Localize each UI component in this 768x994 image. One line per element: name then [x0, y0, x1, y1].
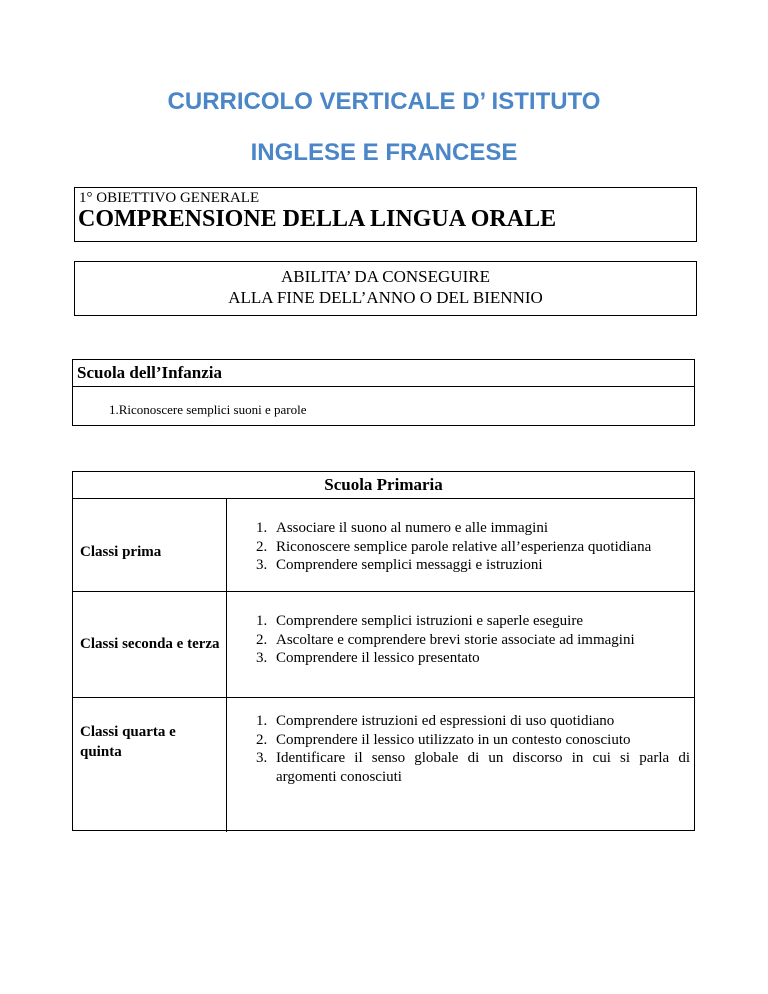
- document-title: CURRICOLO VERTICALE D’ ISTITUTO: [167, 88, 601, 115]
- abilities-line-1: ABILITA’ DA CONSEGUIRE: [281, 267, 490, 286]
- objective-name: COMPRENSIONE DELLA LINGUA ORALE: [78, 206, 557, 232]
- primaria-heading: Scuola Primaria: [73, 472, 694, 499]
- infanzia-table: [72, 359, 695, 426]
- list-item: 1. Associare il suono al numero e alle immagini: [256, 520, 549, 536]
- row-label-quarta-quinta: Classi quarta e quinta: [80, 724, 176, 760]
- row-list-prima: [256, 519, 690, 575]
- list-item: 3. Comprendere semplici messaggi e istruzioni: [256, 557, 543, 573]
- abilities-line-2: ALLA FINE DELL’ANNO O DEL BIENNIO: [228, 288, 543, 307]
- list-item: 2. Riconoscere semplice parole relative all’esperienza quotidiana: [256, 538, 652, 555]
- infanzia-item: 1.Riconoscere semplici suoni e parole: [109, 402, 307, 417]
- row-list-seconda-terza: [256, 612, 690, 668]
- list-item: 3. Comprendere il lessico presentato: [256, 650, 480, 666]
- document-subtitle: INGLESE E FRANCESE: [250, 139, 518, 166]
- objective-label: 1° OBIETTIVO GENERALE: [79, 190, 260, 206]
- list-item: 1. Comprendere istruzioni ed espressioni di uso quotidiano: [256, 713, 615, 729]
- list-item: 3. Identificare il senso globale di un discorso in cui si parla di argomenti conosciuti: [256, 750, 690, 785]
- infanzia-heading: Scuola dell’Infanzia: [73, 360, 694, 387]
- list-item: 2. Comprendere il lessico utilizzato in un contesto conosciuto: [256, 731, 631, 748]
- row-divider: [73, 697, 694, 698]
- column-divider: [226, 499, 227, 832]
- row-list-quarta-quinta: [256, 712, 690, 786]
- objective-box: [74, 187, 697, 242]
- primaria-table: [72, 471, 695, 831]
- row-label-prima: Classi prima: [80, 544, 162, 560]
- row-divider: [73, 591, 694, 592]
- abilities-box: [74, 261, 697, 316]
- list-item: 2. Ascoltare e comprendere brevi storie associate ad immagini: [256, 631, 635, 648]
- row-label-seconda-terza: Classi seconda e terza: [80, 636, 220, 652]
- list-item: 1. Comprendere semplici istruzioni e saperle eseguire: [256, 613, 583, 629]
